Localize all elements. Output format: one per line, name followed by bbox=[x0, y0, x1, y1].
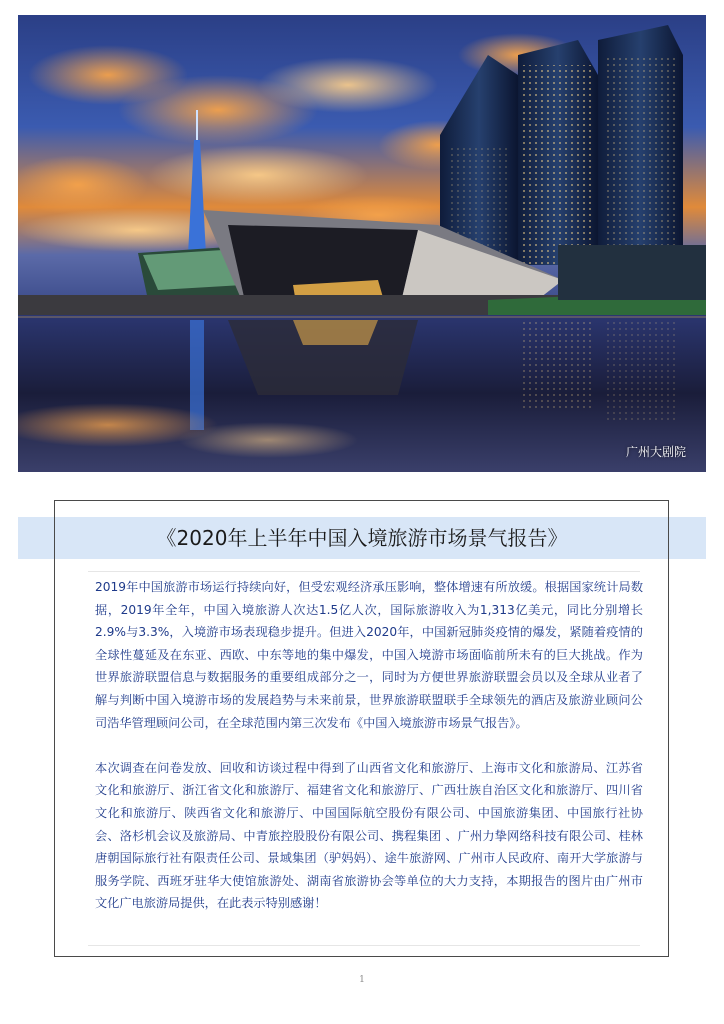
cover-photo bbox=[18, 15, 706, 472]
page-number: 1 bbox=[359, 975, 365, 985]
acknowledgement-paragraph: 本次调查在问卷发放、回收和访谈过程中得到了山西省文化和旅游厅、上海市文化和旅游局、江苏省文化和旅游厅、浙江省文化和旅游厅、福建省文化和旅游厅、广西壮族自治区文化和旅游厅、四川省文化和旅游厅、陕西省文化和旅游厅、中国国际航空股份有限公司、中国旅游集团、中国旅行社协会、洛杉机会议及旅游局、中青旅控股股份有限公司、携程集团 、广州力挚网络科技有限公司、桂林唐朝国际旅行社有限责任公司、景域集团（驴妈妈）、途牛旅游网、广州市人民政府、南开大学旅游与服务学院、西班牙驻华大使馆旅游处、湖南省旅游协会等单位的大力支持，本期报告的图片由广州市文化广电旅游局提供，在此表示特别感谢！ bbox=[95, 760, 643, 911]
guangzhou-opera-house-image bbox=[18, 15, 706, 472]
report-title: 《2020年上半年中国入境旅游市场景气报告》 bbox=[156, 526, 568, 550]
photo-caption: 广州大剧院 bbox=[625, 445, 686, 459]
divider bbox=[88, 571, 640, 572]
report-intro-text bbox=[95, 576, 643, 938]
intro-paragraph: 2019年中国旅游市场运行持续向好，但受宏观经济承压影响，整体增速有所放缓。根据国家统计局数据，2019年全年，中国入境旅游人次达1.5亿人次，国际旅游收入为1,313亿美元，同比分别增长2.9%与3.3%，入境游市场表现稳步提升。但进入2020年，中国新冠肺炎疫情的爆发，紧随着疫情的全球性蔓延及在东亚、西欧、中东等地的集中爆发，中国入境游市场面临前所未有的巨大挑战。作为世界旅游联盟信息与数据服务的重要组成部分之一，同时为方便世界旅游联盟会员以及全球从业者了解与判断中国入境游市场的发展趋势与未来前景，世界旅游联盟联手全球领先的酒店及旅游业顾问公司浩华管理顾问公司，在全球范围内第三次发布《中国入境旅游市场景气报告》。 bbox=[95, 580, 643, 730]
divider bbox=[88, 945, 640, 946]
